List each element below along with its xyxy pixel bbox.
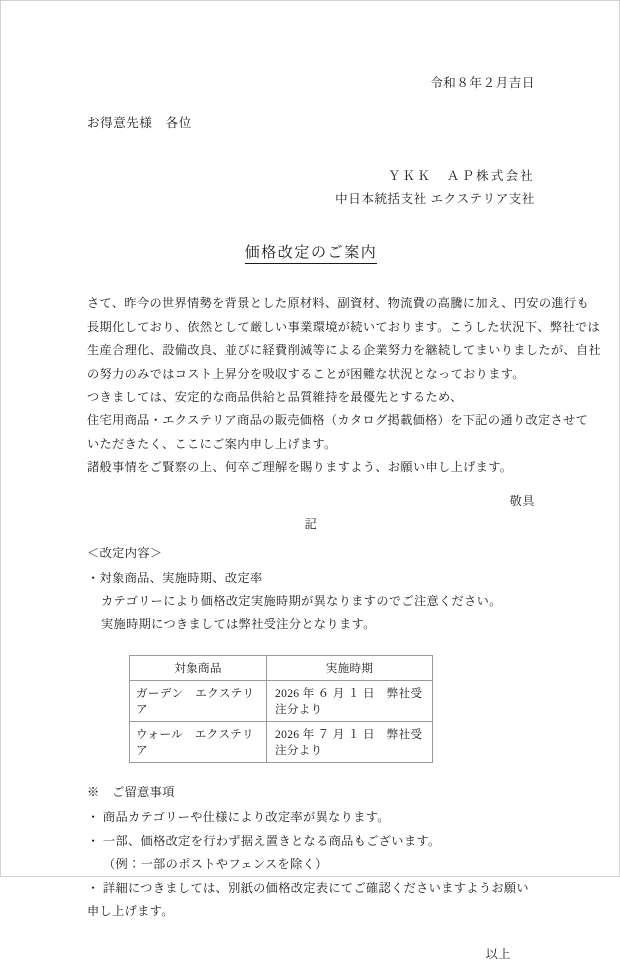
body-line: 長期化しており、依然として厳しい事業環境が続いております。こうした状況下、弊社では <box>87 319 601 334</box>
bullet-item: ・対象商品、実施時期、改定率 <box>87 570 263 585</box>
note-item: ・ 商品カテゴリーや仕様により改定率が異なります。 <box>87 810 390 825</box>
page-title <box>87 241 535 262</box>
body-line: さて、昨今の世界情勢を背景とした原材料、副資材、物流費の高騰に加え、円安の進行も <box>87 296 589 311</box>
cell-product: ガーデン エクステリア <box>130 680 267 721</box>
addressee-line: お得意先様 各位 <box>87 116 192 130</box>
column-header-product: 対象商品 <box>130 655 267 680</box>
revision-bullets <box>87 567 535 637</box>
note-item: ・ 一部、価格改定を行わず据え置きとなる商品もございます。 <box>87 833 441 848</box>
document-date: 令和８年２月吉日 <box>430 76 535 90</box>
body-line: 諸般事情をご賢察の上、何卒ご理解を賜りますよう、お願い申し上げます。 <box>87 460 513 475</box>
table-header-row <box>130 655 433 680</box>
notes-heading: ※ ご留意事項 <box>87 784 175 799</box>
body-line: つきましては、安定的な商品供給と品質維持を最優先とするため、 <box>87 389 463 404</box>
revision-schedule-table <box>129 655 433 763</box>
body-line: の努力のみではコスト上昇分を吸収することが困難な状況となっております。 <box>87 366 525 381</box>
bullet-subitem: 実施時期につきましては弊社受注分となります。 <box>101 617 376 632</box>
notes-section <box>87 781 535 924</box>
body-line: いただきたく、ここにご案内申し上げます。 <box>87 436 337 451</box>
note-item: ・ 詳細につきましては、別紙の価格改定表にてご確認くださいますようお願い申し上げます。 <box>87 880 529 918</box>
cell-timing: 2026 年 ７ 月 １ 日 弊社受注分より <box>267 721 433 762</box>
closing-salutation: 敬具 <box>509 493 535 508</box>
final-mark: 以上 <box>485 947 511 962</box>
cell-product: ウォール エクステリア <box>130 721 267 762</box>
body-line: 住宅用商品・エクステリア商品の販売価格（カタログ掲載価格）を下記の通り改定させて <box>87 413 589 428</box>
table-row <box>130 721 433 762</box>
body-line: 生産合理化、設備改良、並びに経費削減等による企業努力を継続してまいりましたが、自社 <box>87 343 602 358</box>
page-title-text: 価格改定のご案内 <box>245 245 378 264</box>
bullet-subitem: カテゴリーにより価格改定実施時期が異なりますのでご注意ください。 <box>101 594 502 609</box>
record-mark: 記 <box>304 516 318 531</box>
section-heading: ＜改定内容＞ <box>87 545 163 560</box>
sender-company: ＹＫＫ ＡＰ株式会社 <box>387 169 535 183</box>
cell-timing: 2026 年 ６ 月 １ 日 弊社受注分より <box>267 680 433 721</box>
sender-block <box>87 165 535 211</box>
note-subitem: （例：一部のポストやフェンスを除く） <box>103 857 328 872</box>
table-row <box>130 680 433 721</box>
body-paragraphs <box>87 292 602 479</box>
column-header-timing: 実施時期 <box>267 655 433 680</box>
sender-division: 中日本統括支社 エクステリア支社 <box>335 192 535 207</box>
document-content <box>87 73 602 962</box>
